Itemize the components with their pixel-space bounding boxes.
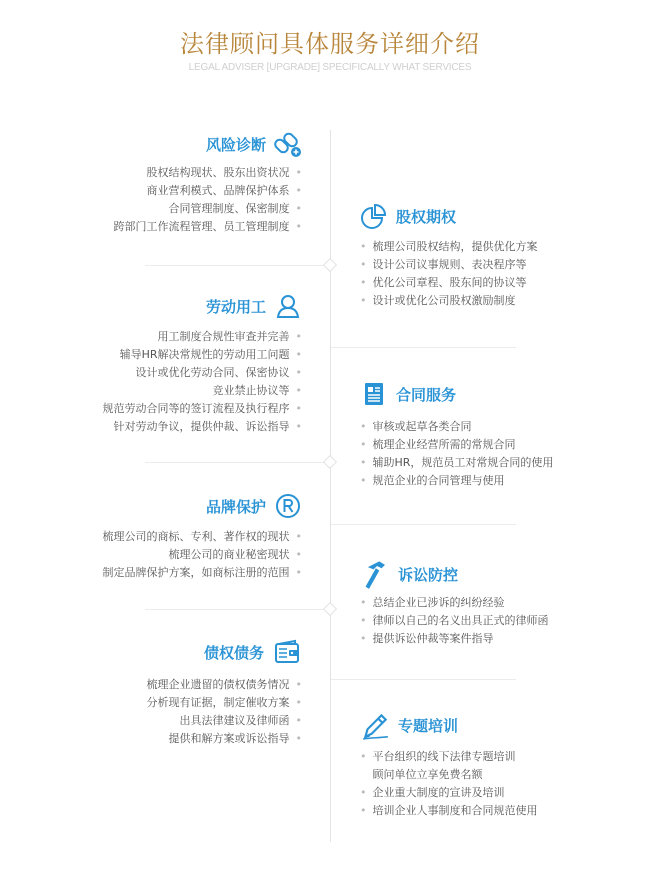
section-debt — [80, 638, 302, 748]
list-item: 梳理企业遗留的债权债务情况 • — [80, 676, 302, 694]
separator — [331, 524, 516, 525]
section-litigation-title: 诉讼防控 — [398, 565, 459, 584]
timeline-node — [323, 455, 337, 469]
section-brand — [60, 492, 302, 582]
list-item: • 梳理公司股权结构，提供优化方案 — [360, 238, 610, 256]
section-risk-header — [80, 130, 302, 158]
list-item: • 平台组织的线下法律专题培训 — [360, 748, 620, 766]
pie-chart-icon — [360, 202, 388, 230]
section-risk — [80, 130, 302, 236]
section-equity-title: 股权期权 — [396, 207, 457, 226]
page-subtitle: LEGAL ADVISER [UPGRADE] SPECIFICALLY WHAT SERVICES — [188, 62, 472, 73]
section-litigation-header — [360, 558, 620, 590]
section-training-header — [360, 710, 620, 740]
separator — [331, 347, 516, 348]
list-item: 出具法律建议及律师函 • — [80, 712, 302, 730]
wallet-icon — [272, 638, 302, 666]
document-icon — [360, 380, 388, 408]
section-debt-title: 债权债务 — [203, 643, 264, 662]
list-item: • 顾问单位立享免费名额 — [360, 766, 620, 784]
list-item: • 企业重大制度的宣讲及培训 — [360, 784, 620, 802]
registered-icon — [274, 492, 302, 520]
separator — [331, 679, 516, 680]
list-item: 辅导HR解决常规性的劳动用工问题 • — [60, 346, 302, 364]
list-item: 商业营利模式、品牌保护体系 • — [80, 182, 302, 200]
timeline-divider — [330, 130, 331, 842]
section-labor-title: 劳动用工 — [205, 297, 266, 316]
section-brand-header — [60, 492, 302, 520]
section-training — [360, 710, 620, 820]
section-contract-header — [360, 380, 620, 408]
list-item: 梳理公司的商业秘密现状 • — [60, 546, 302, 564]
section-equity-header — [360, 202, 610, 230]
list-item: 针对劳动争议，提供仲裁、诉讼指导 • — [60, 418, 302, 436]
list-item: • 辅助HR，规范员工对常规合同的使用 — [360, 454, 620, 472]
section-contract-title: 合同服务 — [396, 385, 457, 404]
link-plus-icon — [274, 130, 302, 158]
list-item: • 律师以自己的名义出具正式的律师函 — [360, 612, 620, 630]
user-icon — [274, 292, 302, 320]
section-risk-title: 风险诊断 — [205, 135, 266, 154]
list-item: 合同管理制度、保密制度 • — [80, 200, 302, 218]
list-item: 规范劳动合同等的签订流程及执行程序 • — [60, 400, 302, 418]
separator — [145, 462, 330, 463]
separator — [145, 265, 330, 266]
section-litigation — [360, 558, 620, 648]
list-item: • 设计公司议事规则、表决程序等 — [360, 256, 610, 274]
list-item: 跨部门工作流程管理、员工管理制度 • — [80, 218, 302, 236]
section-labor-header — [60, 292, 302, 320]
page-title: 法律顾问具体服务详细介绍 — [180, 30, 480, 58]
list-item: • 梳理企业经营所需的常规合同 — [360, 436, 620, 454]
list-item: 分析现有证据，制定催收方案 • — [80, 694, 302, 712]
section-training-title: 专题培训 — [398, 716, 459, 735]
section-contract — [360, 380, 620, 490]
timeline-node — [323, 602, 337, 616]
pencil-icon — [360, 710, 390, 740]
list-item: • 总结企业已涉诉的纠纷经验 — [360, 594, 620, 612]
hammer-icon — [360, 558, 394, 590]
list-item: 提供和解方案或诉讼指导 • — [80, 730, 302, 748]
list-item: 用工制度合规性审查并完善 • — [60, 328, 302, 346]
list-item: • 审核或起草各类合同 — [360, 418, 620, 436]
list-item: 设计或优化劳动合同、保密协议 • — [60, 364, 302, 382]
list-item: • 优化公司章程、股东间的协议等 — [360, 274, 610, 292]
section-equity — [360, 202, 610, 310]
list-item: • 提供诉讼仲裁等案件指导 — [360, 630, 620, 648]
section-debt-header — [80, 638, 302, 666]
separator — [145, 609, 330, 610]
section-brand-title: 品牌保护 — [205, 497, 266, 516]
list-item: • 培训企业人事制度和合同规范使用 — [360, 802, 620, 820]
list-item: • 设计或优化公司股权激励制度 — [360, 292, 610, 310]
list-item: • 规范企业的合同管理与使用 — [360, 472, 620, 490]
list-item: 股权结构现状、股东出资状况 • — [80, 164, 302, 182]
list-item: 制定品牌保护方案，如商标注册的范围 • — [60, 564, 302, 582]
timeline-node — [323, 258, 337, 272]
section-labor — [60, 292, 302, 436]
list-item: 竞业禁止协议等 • — [60, 382, 302, 400]
list-item: 梳理公司的商标、专利、著作权的现状 • — [60, 528, 302, 546]
